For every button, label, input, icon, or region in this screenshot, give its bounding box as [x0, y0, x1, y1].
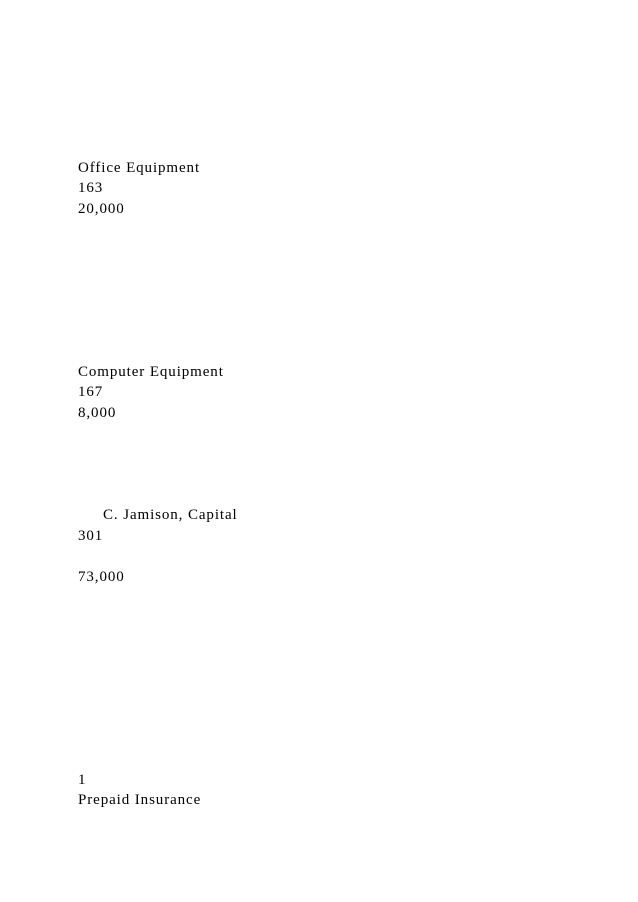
- account-name-computer-equipment: Computer Equipment: [78, 364, 224, 380]
- account-number-163: 163: [78, 180, 104, 196]
- account-name-capital: C. Jamison, Capital: [103, 507, 238, 523]
- account-name-prepaid-insurance: Prepaid Insurance: [78, 792, 202, 808]
- entry-number: 1: [78, 772, 87, 788]
- amount-20000: 20,000: [78, 201, 125, 217]
- account-number-301: 301: [78, 528, 104, 544]
- account-name-office-equipment: Office Equipment: [78, 160, 201, 176]
- amount-8000: 8,000: [78, 405, 117, 421]
- amount-73000: 73,000: [78, 569, 125, 585]
- account-number-167: 167: [78, 384, 104, 400]
